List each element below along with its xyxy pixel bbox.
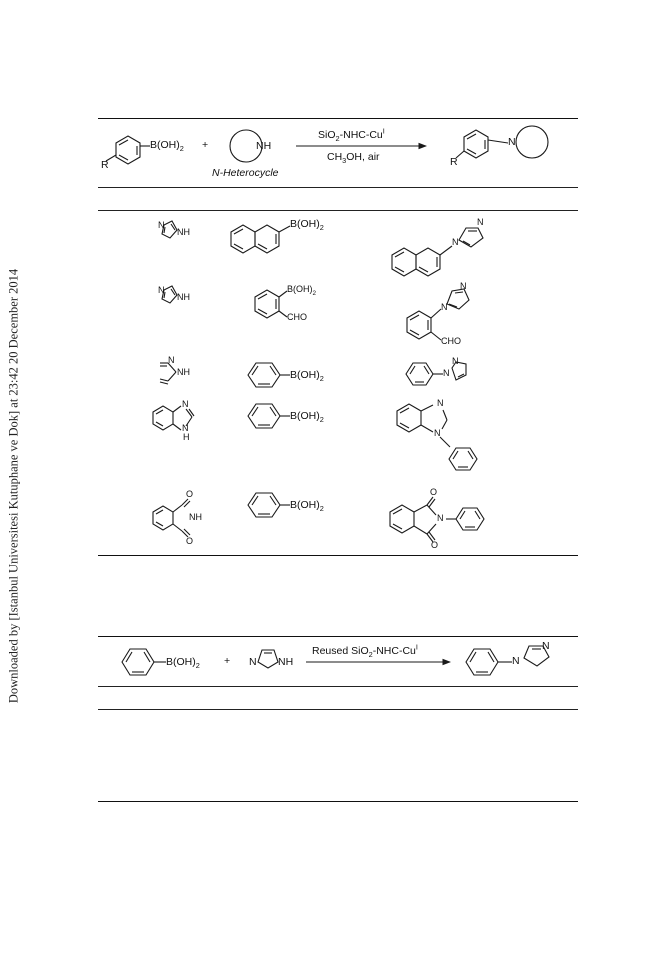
row2-product-n1: N	[460, 281, 467, 291]
row5-product-o2: O	[431, 540, 439, 550]
formylphenyl-imidazole-product	[407, 289, 469, 340]
phthalimide-structure	[153, 499, 190, 537]
row1-product-n1: N	[477, 217, 484, 227]
row3-product-n2: N	[443, 368, 450, 378]
row2-heterocycle-nh: NH	[177, 292, 190, 302]
n-aryl-product-structure	[456, 126, 548, 158]
scheme2-imidazole-nh: NH	[278, 656, 294, 668]
scheme2-product-n1: N	[512, 655, 520, 667]
phenylboronic-acid-row3	[248, 363, 290, 387]
row3-heterocycle-nh: NH	[177, 367, 190, 377]
row1-boronic-label: $B(OH)_2$	[290, 218, 324, 233]
phenylboronic-acid-row4	[248, 404, 290, 428]
catalyst-label: $SiO_2-NHC-Cu^I$	[318, 126, 385, 144]
row1-heterocycle-n: N	[158, 220, 165, 230]
aryl-boronic-acid-structure	[106, 136, 150, 164]
naphthylboronic-acid-structure	[231, 225, 290, 253]
row5-product-n: N	[437, 513, 444, 523]
row2-heterocycle-n: N	[158, 285, 165, 295]
naphthyl-imidazole-product	[392, 228, 483, 276]
row4-product-n2: N	[434, 428, 441, 438]
product-n-label: N	[508, 136, 516, 148]
row3-product-n1: N	[452, 356, 459, 366]
row5-heterocycle-o2: O	[186, 536, 194, 546]
product-r-label: R	[450, 156, 458, 168]
row2-product-n2: N	[441, 302, 448, 312]
row5-boronic-label: $B(OH)_2$	[290, 499, 324, 514]
phenylboronic-acid-scheme2	[122, 649, 166, 675]
row4-heterocycle-n: N	[182, 399, 189, 409]
solvent-label: $CH_3OH$, air	[327, 151, 380, 166]
row4-heterocycle-h: H	[183, 432, 190, 442]
row1-heterocycle-nh: NH	[177, 227, 190, 237]
row4-heterocycle-nh: N	[182, 423, 189, 433]
row3-boronic-label: $B(OH)_2$	[290, 369, 324, 384]
boronic-acid-label: $B(OH)_2$	[150, 139, 184, 154]
imidazole-scheme2	[258, 650, 278, 668]
row4-product-n1: N	[437, 398, 444, 408]
formylphenylboronic-acid-structure	[255, 290, 287, 318]
download-watermark: Downloaded by [Istanbul Universitesi Kutuphane ve Dok] at 23:42 20 December 2014	[6, 268, 21, 704]
pyrazole-structure	[160, 363, 176, 384]
row2-boronic-cho: CHO	[287, 312, 307, 322]
row5-heterocycle-nh: NH	[189, 512, 202, 522]
scheme2-catalyst-label: Reused $SiO_2-NHC-Cu^I$	[312, 642, 418, 660]
scheme2-plus-sign: +	[224, 655, 231, 667]
scheme2-imidazole-n: N	[249, 656, 257, 668]
row4-boronic-label: $B(OH)_2$	[290, 410, 324, 425]
row1-product-n2: N	[452, 237, 459, 247]
row5-heterocycle-o1: O	[186, 489, 194, 499]
r-group-label: R	[101, 159, 109, 171]
row3-heterocycle-n: N	[168, 355, 175, 365]
phenylimidazole-product-scheme2	[466, 646, 549, 675]
row5-product-o1: O	[430, 487, 438, 497]
scheme2-product-n2: N	[542, 640, 550, 652]
n-heterocycle-caption: N-Heterocycle	[212, 167, 279, 179]
nh-label: NH	[256, 140, 272, 152]
phenylboronic-acid-row5	[248, 493, 290, 517]
plus-sign: +	[202, 139, 209, 151]
row2-product-cho: CHO	[441, 336, 461, 346]
scheme2-boronic-label: $B(OH)_2$	[166, 656, 200, 671]
row2-boronic-label: $B(OH)_2$	[287, 284, 317, 297]
